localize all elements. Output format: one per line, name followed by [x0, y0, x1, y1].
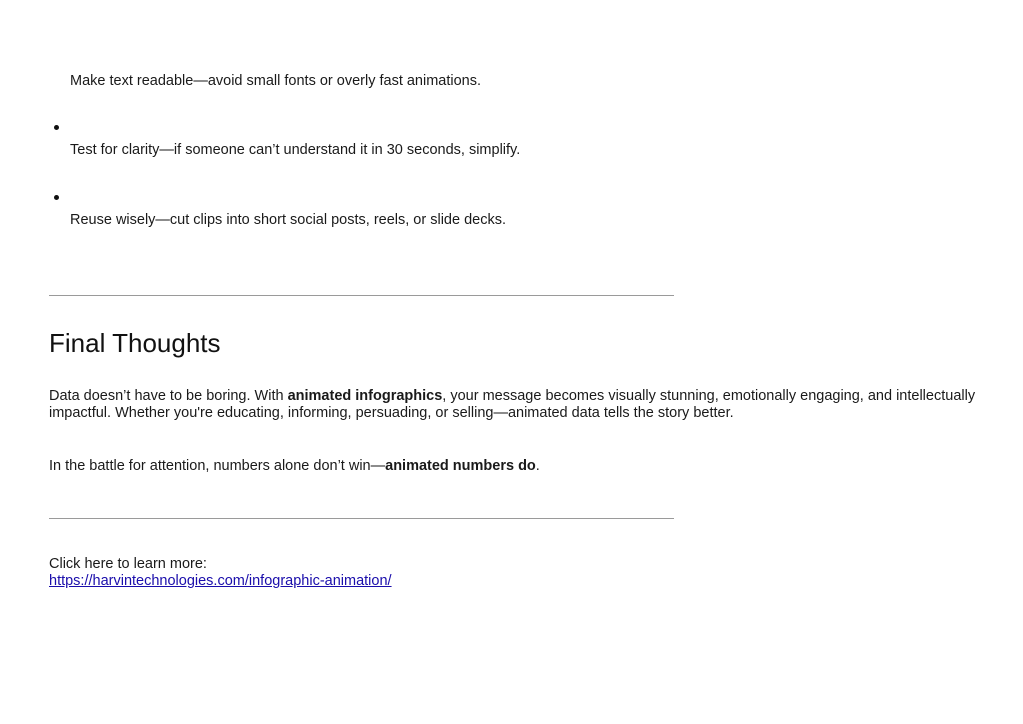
- section-divider: [49, 518, 674, 519]
- final-thoughts-paragraph-1: [49, 388, 979, 422]
- section-heading-final-thoughts: Final Thoughts: [49, 328, 221, 358]
- section-divider: [49, 295, 674, 296]
- tip-clarity: Test for clarity—if someone can’t understand it in 30 seconds, simplify.: [70, 142, 521, 158]
- para1-bold-phrase: animated infographics: [287, 388, 443, 404]
- learn-more-label: Click here to learn more:: [49, 556, 207, 572]
- tip-reuse: Reuse wisely—cut clips into short social posts, reels, or slide decks.: [70, 212, 506, 228]
- bullet-icon: [54, 195, 59, 200]
- para2-text-start: In the battle for attention, numbers alone don’t win—: [49, 458, 386, 474]
- learn-more-block: [49, 556, 979, 590]
- tip-readable: Make text readable—avoid small fonts or overly fast animations.: [70, 73, 482, 89]
- final-thoughts-paragraph-2: [49, 458, 979, 475]
- para2-text-end: .: [535, 458, 540, 474]
- para1-text-end: , your message becomes visually stunning, emotionally engaging, and intellectually impactful. Whether you're educating, informing, persuading, or selling—animated data tells the story better.: [49, 388, 976, 421]
- para1-text-start: Data doesn’t have to be boring. With: [49, 388, 288, 404]
- learn-more-link[interactable]: https://harvintechnologies.com/infographic-animation/: [49, 573, 392, 589]
- bullet-icon: [54, 125, 59, 130]
- para2-bold-phrase: animated numbers do: [385, 458, 536, 474]
